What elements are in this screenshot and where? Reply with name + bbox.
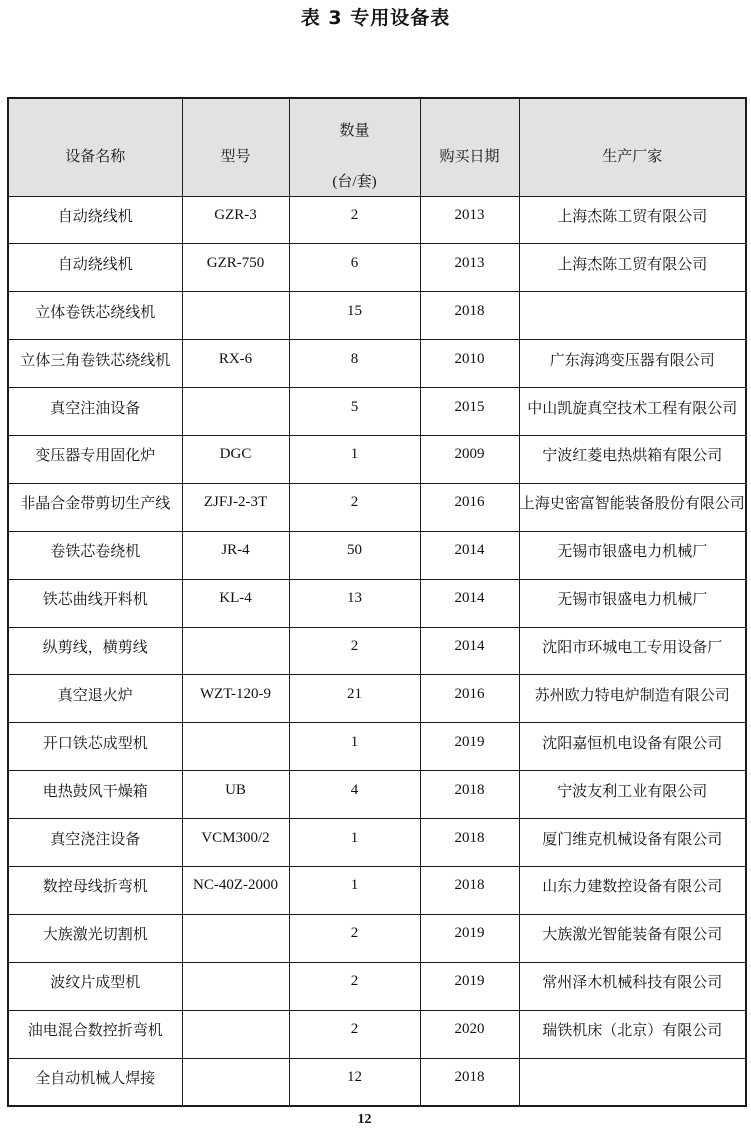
table-cell-quantity: 2 (289, 483, 420, 531)
table-cell-name: 自动绕线机 (8, 244, 182, 292)
table-row (8, 244, 746, 292)
column-header-model: 型号 (182, 98, 289, 196)
table-cell-name: 全自动机械人焊接 (8, 1058, 182, 1106)
table-cell-quantity: 1 (289, 723, 420, 771)
table-row (8, 627, 746, 675)
table-cell-model: ZJFJ-2-3T (182, 483, 289, 531)
table-row (8, 292, 746, 340)
table-header-row (8, 98, 746, 196)
table-cell-name: 波纹片成型机 (8, 962, 182, 1010)
table-cell-name: 真空退火炉 (8, 675, 182, 723)
table-cell-model: GZR-3 (182, 196, 289, 244)
table-cell-model: UB (182, 771, 289, 819)
table-cell-manufacturer: 大族激光智能装备有限公司 (519, 914, 746, 962)
table-cell-manufacturer: 无锡市银盛电力机械厂 (519, 531, 746, 579)
table-cell-quantity: 15 (289, 292, 420, 340)
table-cell-quantity: 5 (289, 388, 420, 436)
table-cell-quantity: 1 (289, 866, 420, 914)
table-cell-purchase_date: 2018 (420, 819, 519, 867)
table-cell-purchase_date: 2014 (420, 579, 519, 627)
table-cell-model (182, 723, 289, 771)
table-cell-manufacturer: 常州泽木机械科技有限公司 (519, 962, 746, 1010)
table-cell-name: 真空浇注设备 (8, 819, 182, 867)
table-cell-name: 卷铁芯卷绕机 (8, 531, 182, 579)
table-body (8, 196, 746, 1106)
table-cell-name: 开口铁芯成型机 (8, 723, 182, 771)
table-cell-manufacturer: 上海史密富智能装备股份有限公司 (519, 483, 746, 531)
table-cell-model (182, 627, 289, 675)
table-cell-purchase_date: 2018 (420, 771, 519, 819)
table-cell-purchase_date: 2016 (420, 483, 519, 531)
table-cell-manufacturer: 广东海鸿变压器有限公司 (519, 340, 746, 388)
table-cell-name: 纵剪线，横剪线 (8, 627, 182, 675)
table-row (8, 1058, 746, 1106)
table-row (8, 531, 746, 579)
table-cell-name: 铁芯曲线开料机 (8, 579, 182, 627)
table-cell-name: 立体卷铁芯绕线机 (8, 292, 182, 340)
table-cell-manufacturer: 山东力建数控设备有限公司 (519, 866, 746, 914)
table-cell-quantity: 12 (289, 1058, 420, 1106)
table-cell-purchase_date: 2020 (420, 1010, 519, 1058)
table-cell-manufacturer: 无锡市银盛电力机械厂 (519, 579, 746, 627)
column-header-name: 设备名称 (8, 98, 182, 196)
table-cell-manufacturer: 瑞铁机床（北京）有限公司 (519, 1010, 746, 1058)
column-header-manufacturer: 生产厂家 (519, 98, 746, 196)
table-cell-name: 立体三角卷铁芯绕线机 (8, 340, 182, 388)
table-cell-purchase_date: 2016 (420, 675, 519, 723)
table-cell-model: WZT-120-9 (182, 675, 289, 723)
table-cell-purchase_date: 2018 (420, 1058, 519, 1106)
table-cell-model: DGC (182, 435, 289, 483)
table-cell-name: 自动绕线机 (8, 196, 182, 244)
table-cell-quantity: 2 (289, 1010, 420, 1058)
table-cell-purchase_date: 2019 (420, 914, 519, 962)
table-cell-model (182, 292, 289, 340)
table-cell-purchase_date: 2013 (420, 196, 519, 244)
table-cell-manufacturer: 苏州欧力特电炉制造有限公司 (519, 675, 746, 723)
table-cell-manufacturer: 宁波友利工业有限公司 (519, 771, 746, 819)
table-cell-manufacturer (519, 292, 746, 340)
table-cell-quantity: 1 (289, 819, 420, 867)
column-header-purchase_date: 购买日期 (420, 98, 519, 196)
table-cell-quantity: 2 (289, 196, 420, 244)
table-cell-manufacturer: 厦门维克机械设备有限公司 (519, 819, 746, 867)
table-cell-name: 变压器专用固化炉 (8, 435, 182, 483)
table-cell-quantity: 6 (289, 244, 420, 292)
table-cell-model: RX-6 (182, 340, 289, 388)
table-cell-model: GZR-750 (182, 244, 289, 292)
table-cell-name: 非晶合金带剪切生产线 (8, 483, 182, 531)
table-cell-purchase_date: 2009 (420, 435, 519, 483)
table-cell-quantity: 4 (289, 771, 420, 819)
table-row (8, 388, 746, 436)
table-cell-purchase_date: 2018 (420, 866, 519, 914)
table-cell-purchase_date: 2019 (420, 962, 519, 1010)
table-cell-quantity: 21 (289, 675, 420, 723)
table-cell-manufacturer: 宁波红菱电热烘箱有限公司 (519, 435, 746, 483)
table-cell-model: KL-4 (182, 579, 289, 627)
table-cell-quantity: 2 (289, 914, 420, 962)
table-cell-quantity: 2 (289, 627, 420, 675)
table-cell-name: 油电混合数控折弯机 (8, 1010, 182, 1058)
table-row (8, 866, 746, 914)
table-row (8, 819, 746, 867)
table-row (8, 771, 746, 819)
page-footer (0, 1110, 751, 1128)
table-cell-model: JR-4 (182, 531, 289, 579)
table-cell-model: NC-40Z-2000 (182, 866, 289, 914)
table-cell-model: VCM300/2 (182, 819, 289, 867)
page-number: 12 (357, 1112, 372, 1127)
table-row (8, 340, 746, 388)
table-cell-manufacturer: 上海杰陈工贸有限公司 (519, 196, 746, 244)
table-cell-quantity: 2 (289, 962, 420, 1010)
table-cell-manufacturer: 上海杰陈工贸有限公司 (519, 244, 746, 292)
table-row (8, 579, 746, 627)
table-cell-manufacturer (519, 1058, 746, 1106)
table-cell-quantity: 8 (289, 340, 420, 388)
table-cell-model (182, 962, 289, 1010)
table-row (8, 914, 746, 962)
table-cell-name: 真空注油设备 (8, 388, 182, 436)
table-row (8, 196, 746, 244)
table-cell-purchase_date: 2015 (420, 388, 519, 436)
table-cell-purchase_date: 2014 (420, 531, 519, 579)
table-row (8, 675, 746, 723)
table-row (8, 435, 746, 483)
column-header-quantity: 数量 (台/套) (289, 98, 420, 196)
table-cell-manufacturer: 中山凯旋真空技术工程有限公司 (519, 388, 746, 436)
table-row (8, 723, 746, 771)
table-cell-purchase_date: 2013 (420, 244, 519, 292)
table-cell-name: 大族激光切割机 (8, 914, 182, 962)
table-cell-purchase_date: 2010 (420, 340, 519, 388)
table-cell-model (182, 1010, 289, 1058)
table-cell-manufacturer: 沈阳市环城电工专用设备厂 (519, 627, 746, 675)
table-row (8, 962, 746, 1010)
table-cell-name: 电热鼓风干燥箱 (8, 771, 182, 819)
table-cell-manufacturer: 沈阳嘉恒机电设备有限公司 (519, 723, 746, 771)
table-cell-purchase_date: 2018 (420, 292, 519, 340)
table-cell-model (182, 388, 289, 436)
table-cell-purchase_date: 2014 (420, 627, 519, 675)
table-cell-quantity: 1 (289, 435, 420, 483)
table-cell-purchase_date: 2019 (420, 723, 519, 771)
table-title: 表 3 专用设备表 (300, 7, 451, 29)
table-cell-quantity: 50 (289, 531, 420, 579)
table-cell-model (182, 1058, 289, 1106)
table-cell-name: 数控母线折弯机 (8, 866, 182, 914)
table-cell-model (182, 914, 289, 962)
equipment-table (7, 97, 747, 1107)
table-row (8, 483, 746, 531)
table-cell-quantity: 13 (289, 579, 420, 627)
table-row (8, 1010, 746, 1058)
